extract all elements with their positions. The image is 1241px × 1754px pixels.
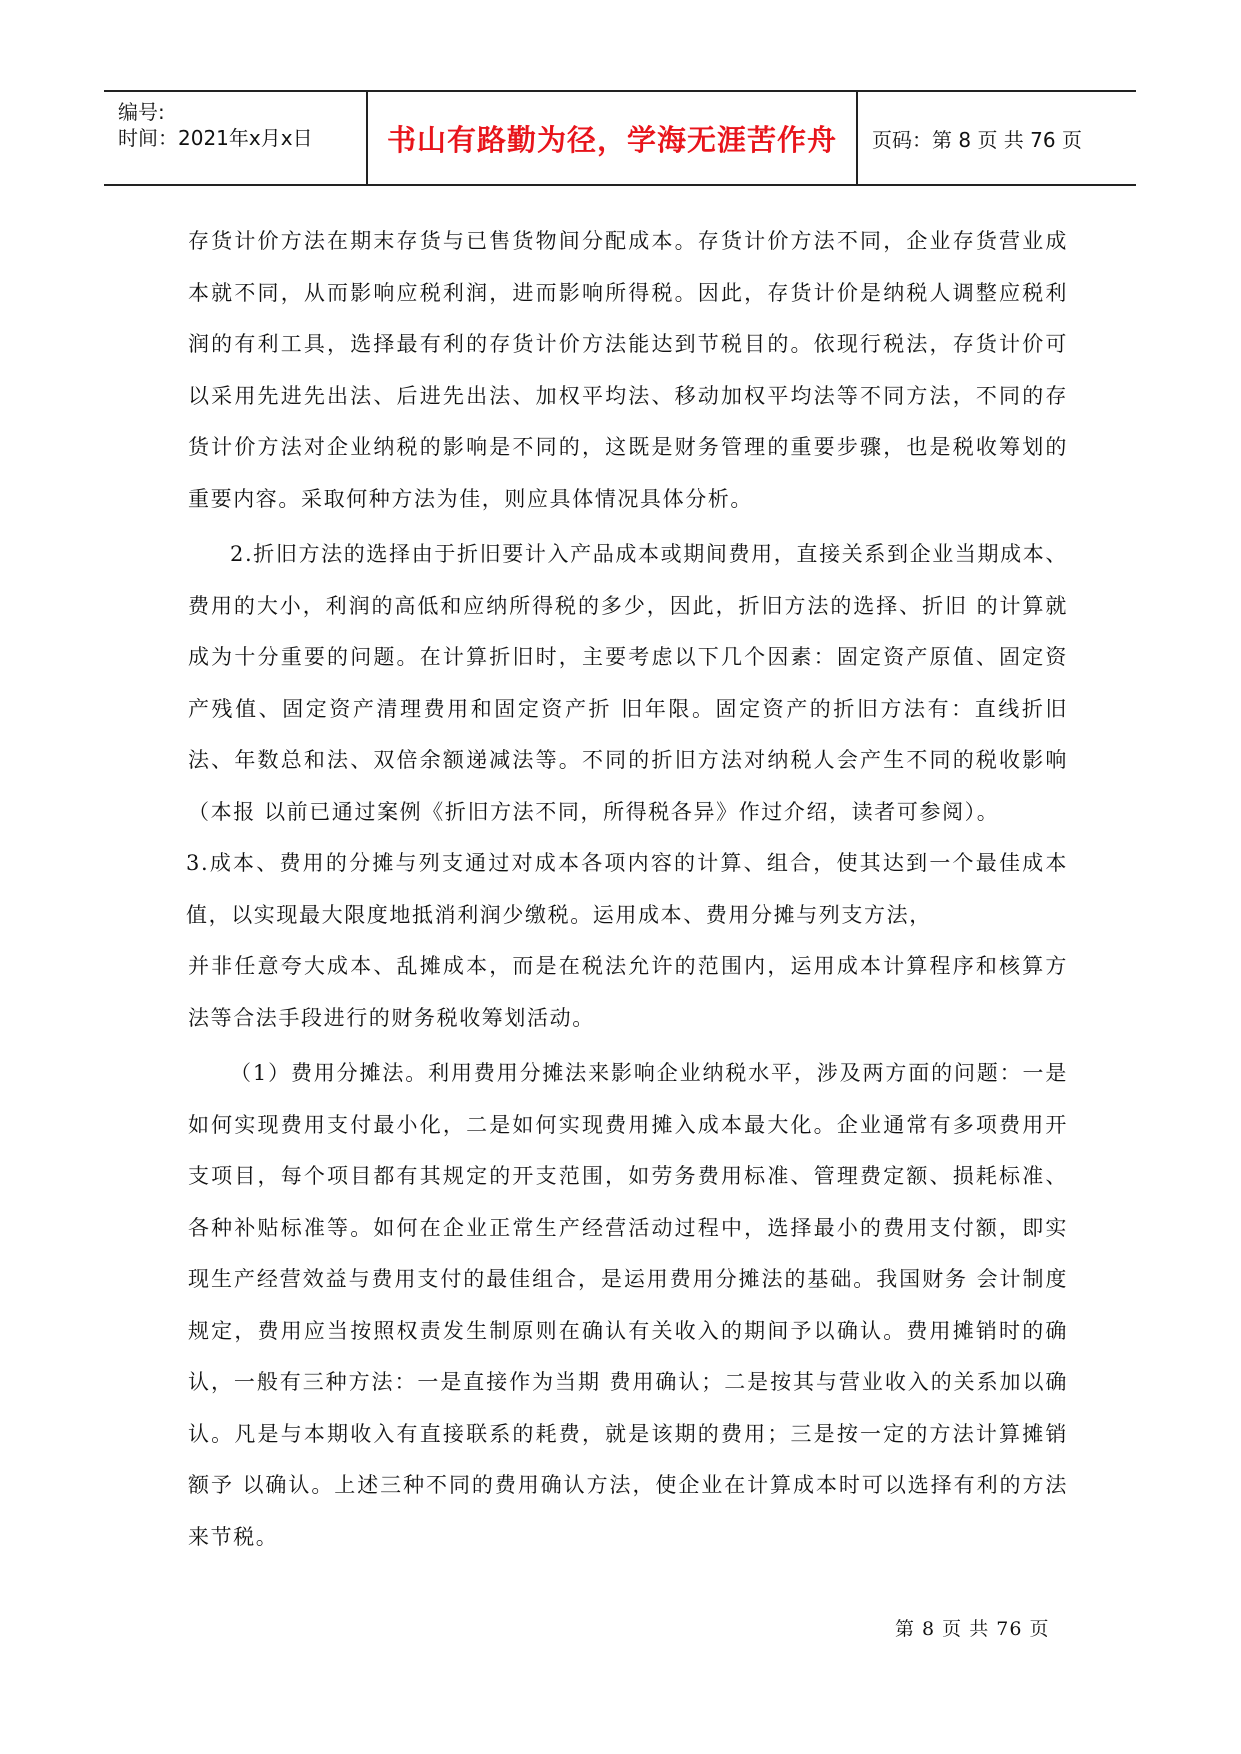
page-footer: 第 8 页 共 76 页	[895, 1618, 1050, 1640]
header-meta	[104, 92, 368, 184]
paragraph-depreciation-method: 2.折旧方法的选择由于折旧要计入产品成本或期间费用，直接关系到企业当期成本、费用的大小，利润的高低和应纳所得税的多少，因此，折旧方法的选择、折旧 的计算就成为十分重要的问题。在计算折旧时，主要考虑以下几个因素：固定资产原值、固定资产残值、固定资产清理费用和固定资产折 旧年限。固定资产的折旧方法有：直线折旧法、年数总和法、双倍余额递减法等。不同的折旧方法对纳税人会产生不同的税收影响（本报 以前已通过案例《折旧方法不同，所得税各异》作过介绍，读者可参阅）。	[188, 542, 1068, 824]
document-time-label: 时间：2021年x月x日	[118, 126, 313, 150]
paragraph-inventory-valuation: 存货计价方法在期末存货与已售货物间分配成本。存货计价方法不同，企业存货营业成本就不同，从而影响应税利润，进而影响所得税。因此，存货计价是纳税人调整应税利润的有利工具，选择最有利的存货计价方法能达到节税目的。依现行税法，存货计价可以采用先进先出法、后进先出法、加权平均法、移动加权平均法等不同方法，不同的存货计价方法对企业纳税的影响是不同的，这既是财务管理的重要步骤，也是税收筹划的重要内容。采取何种方法为佳，则应具体情况具体分析。	[188, 229, 1068, 511]
header-motto: 书山有路勤为径，学海无涯苦作舟	[386, 122, 837, 157]
paragraph-cost-allocation-continued: 并非任意夸大成本、乱摊成本，而是在税法允许的范围内，运用成本计算程序和核算方法等合法手段进行的财务税收筹划活动。	[188, 954, 1068, 1030]
paragraph-cost-allocation: 3.成本、费用的分摊与列支通过对成本各项内容的计算、组合，使其达到一个最佳成本值，以实现最大限度地抵消利润少缴税。运用成本、费用分摊与列支方法，	[186, 851, 1068, 927]
document-body	[188, 216, 1068, 1563]
document-code-label: 编号:	[118, 100, 165, 124]
paragraph-expense-apportionment: （1）费用分摊法。利用费用分摊法来影响企业纳税水平，涉及两方面的问题：一是如何实现费用支付最小化，二是如何实现费用摊入成本最大化。企业通常有多项费用开支项目，每个项目都有其规定的开支范围，如劳务费用标准、管理费定额、损耗标准、各种补贴标准等。如何在企业正常生产经营活动过程中，选择最小的费用支付额，即实现生产经营效益与费用支付的最佳组合，是运用费用分摊法的基础。我国财务 会计制度规定，费用应当按照权责发生制原则在确认有关收入的期间予以确认。费用摊销时的确认，一般有三种方法：一是直接作为当期 费用确认；二是按其与营业收入的关系加以确认。凡是与本期收入有直接联系的耗费，就是该期的费用；三是按一定的方法计算摊销额予 以确认。上述三种不同的费用确认方法，使企业在计算成本时可以选择有利的方法来节税。	[188, 1061, 1068, 1549]
header-motto-cell	[368, 92, 858, 184]
page-header	[104, 90, 1136, 186]
header-page-info-cell	[858, 92, 1136, 184]
header-page-info: 页码：第 8 页 共 76 页	[872, 127, 1082, 152]
